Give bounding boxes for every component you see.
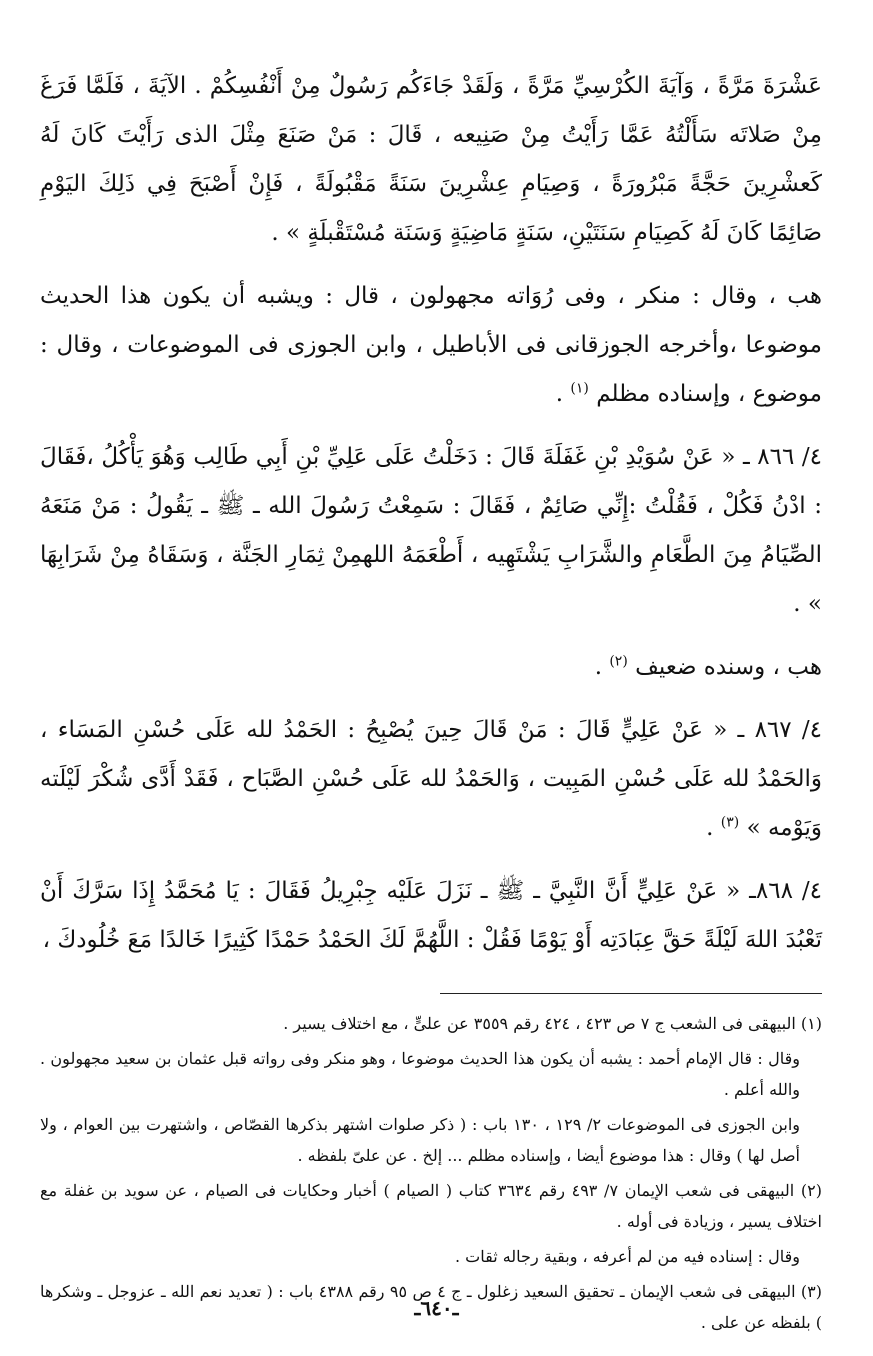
paragraph-continuation: عَشْرَةَ مَرَّةً ، وَآيَةَ الكُرْسِيِّ مَرَّةً ، وَلَقَدْ جَاءَكُم رَسُولٌ مِنْ أَنْفُسِكُمْ . الآيَةَ ، فَلَمَّا فَرَغَ مِنْ صَلاتَه سَأَلْتُهُ عَمَّا رَأَيْتُ مِنْ صَنِيعه ، قَالَ : مَنْ صَنَعَ مِثْلَ الذى رَأَيْتَ كَانَ لَهُ كَعشْرِينَ حَجَّةً مَبْرُورَةً ، وَصِيَامِ عِشْرِينَ سَنَةً مَقْبُولَةً ، فَإِنْ أَصْبَحَ فِي ذَلِكَ اليَوْمِ صَائِمًا كَانَ لَهُ كَصِيَامِ سَنَتَيْنِ، سَنَةٍ مَاضِيَةٍ وَسَنَة مُسْتَقْبلَةٍ » . bbox=[40, 73, 822, 246]
main-text bbox=[40, 62, 822, 965]
period: . bbox=[555, 381, 564, 407]
period: . bbox=[594, 654, 603, 680]
footnote-ref-1[interactable]: (١) bbox=[570, 380, 589, 397]
footnote-ref-3[interactable]: (٣) bbox=[720, 814, 740, 831]
footnote-ref-2[interactable]: (٢) bbox=[609, 653, 628, 670]
hadith-866: ٤/ ٨٦٦ ـ « عَنْ سُوَيْدِ بْنِ غَفَلَةَ قَالَ : دَخَلْتُ عَلَى عَلِيِّ بْنِ أَبِي طَالِب وَهُوَ يَأْكُلُ ،فَقَالَ : ادْنُ فَكُلْ ، فَقُلْتُ :إِنِّي صَائِمٌ ، فَقَالَ : سَمِعْتُ رَسُولَ الله ـ ﷺ ـ يَقُولُ : مَنْ مَنَعَهُ الصِّيَامُ مِنَ الطَّعَامِ والشَّرَابِ يَشْتَهِيه ، أَطْعَمَهُ اللهمِنْ ثِمَارِ الجَنَّة ، وَسَقَاهُ مِنْ شَرَابِهَا » . bbox=[40, 444, 822, 617]
commentary-text: هب ، وقال : منكر ، وفى رُوَاته مجهولون ، قال : ويشبه أن يكون هذا الحديث موضوعا ،وأخرجه الجوزقانى فى الأباطيل ، وابن الجوزى فى الموضوعات ، وقال : موضوع ، وإسناده مظلم bbox=[40, 283, 822, 407]
footnote-1-source: وابن الجوزى فى الموضوعات ٢/ ١٢٩ ، ١٣٠ باب : ( ذكر صلوات اشتهر بذكرها القصّاص ، واشتهرت بين العوام ، ولا أصل لها ) وقال : هذا موضوع أيضا ، وإسناده مظلم ... إلخ . عن علىّ بلفظه . bbox=[40, 1115, 800, 1165]
footnote-3: (٣) البيهقى فى شعب الإيمان ـ تحقيق السعيد زغلول ـ ج ٤ ص ٩٥ رقم ٤٣٨٨ باب : ( تعديد نعم الله ـ عزوجل ـ وشكرها ) بلفظه عن على . bbox=[40, 1282, 823, 1332]
paragraph-commentary-2 bbox=[40, 643, 822, 692]
footnotes bbox=[40, 1008, 822, 1338]
footnote-2: (٢) البيهقى فى شعب الإيمان ٧/ ٤٩٣ رقم ٣٦٣٤ كتاب ( الصيام ) أخبار وحكايات فى الصيام ، عن سويد بن غفلة مع اختلاف يسير ، وزيادة فى أوله . bbox=[40, 1181, 822, 1231]
hadith-867 bbox=[40, 706, 822, 853]
footnote-2-comment: وقال : إسناده فيه من لم أعرفه ، وبقية رجاله ثقات . bbox=[454, 1247, 800, 1266]
period: . bbox=[706, 815, 714, 841]
page-content bbox=[40, 62, 822, 1342]
footnote-1-comment: وقال : قال الإمام أحمد : يشبه أن يكون هذا الحديث موضوعا ، وهو منكر وفى رواته قبل عثمان بن سعيد مجهولون . والله أعلم . bbox=[40, 1049, 800, 1099]
footnote-divider bbox=[440, 993, 822, 994]
paragraph-commentary-1 bbox=[40, 272, 822, 419]
page-number: ـ٦٤٠ـ bbox=[414, 1296, 459, 1320]
hadith-text: ٤/ ٨٦٧ ـ « عَنْ عَلِيٍّ قَالَ : مَنْ قَالَ حِينَ يُصْبِحُ : الحَمْدُ لله عَلَى حُسْنِ المَسَاء ، وَالحَمْدُ لله عَلَى حُسْنِ المَبِيت ، وَالحَمْدُ لله عَلَى حُسْنِ الصَّبَاح ، فَقَدْ أَدَّى شُكْرَ لَيْلَته وَيَوْمه » bbox=[40, 717, 823, 841]
footnote-1: (١) البيهقى فى الشعب ج ٧ ص ٤٢٣ ، ٤٢٤ رقم ٣٥٥٩ عن علىٍّ ، مع اختلاف يسير . bbox=[283, 1014, 822, 1033]
commentary-text: هب ، وسنده ضعيف bbox=[635, 654, 822, 680]
hadith-868: ٤/ ٨٦٨ـ « عَنْ عَلِيٍّ أَنَّ النَّبِيَّ ـ ﷺ ـ نَزَلَ عَلَيْه جِبْرِيلُ فَقَالَ : يَا مُحَمَّدُ إِذَا سَرَّكَ أَنْ تَعْبُدَ اللهَ لَيْلَةً حَقَّ عِبَادَتِه أَوْ يَوْمًا فَقُلْ : اللَّهُمَّ لَكَ الحَمْدُ حَمْدًا كَثِيرًا خَالدًا مَعَ خُلُودكَ ، bbox=[40, 878, 822, 953]
